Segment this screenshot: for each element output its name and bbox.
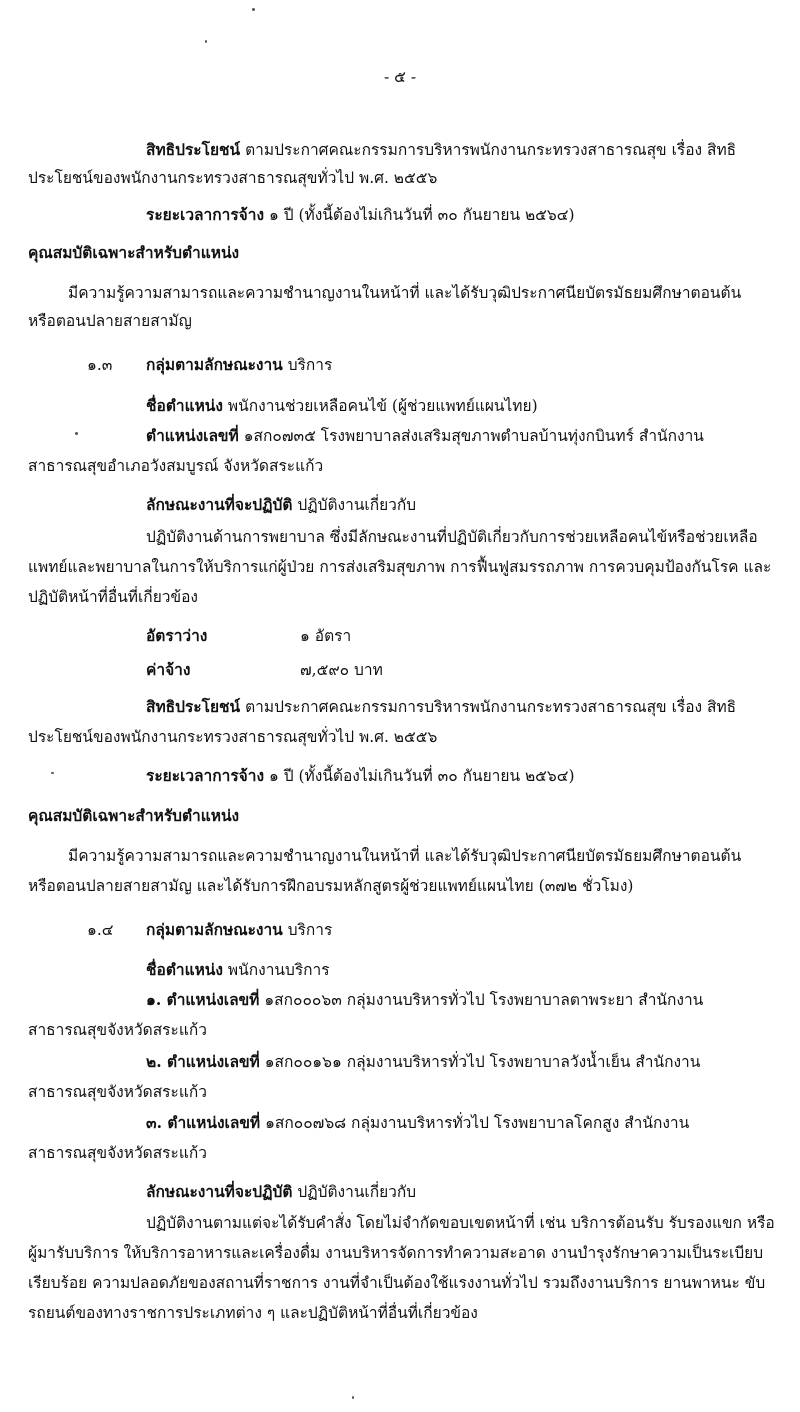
page-number: - ๕ - <box>384 68 417 86</box>
group-value: บริการ <box>287 356 333 374</box>
section-number: ๑.๓ <box>87 356 113 374</box>
duty-value: ปฏิบัติงานเกี่ยวกับ <box>297 1183 417 1201</box>
term-text: ๑ ปี (ทั้งนี้ต้องไม่เกินวันที่ ๓๐ กันยายน ๒๕๖๔) <box>268 206 575 224</box>
benefit-label: สิทธิประโยชน์ <box>146 697 241 716</box>
position-number-cont: สาธารณสุขอำเภอวังสมบูรณ์ จังหวัดสระแก้ว <box>28 457 324 475</box>
qualification-heading: คุณสมบัติเฉพาะสำหรับตำแหน่ง <box>28 806 240 825</box>
position-name-value: พนักงานช่วยเหลือคนไข้ (ผู้ช่วยแพทย์แผนไทย) <box>227 397 538 415</box>
duty-line <box>146 495 416 515</box>
vacancy-label: อัตราว่าง <box>146 626 208 645</box>
duty-text: ปฏิบัติงานตามแต่จะได้รับคำสั่ง โดยไม่จำกัดขอบเขตหน้าที่ เช่น บริการต้อนรับ รับรองแขก หรือ <box>146 1214 775 1232</box>
duty-text: ปฏิบัติงานด้านการพยาบาล ซึ่งมีลักษณะงานที่ปฏิบัติเกี่ยวกับการช่วยเหลือคนไข้หรือช่วยเหลือ <box>146 528 758 546</box>
duty-label: ลักษณะงานที่จะปฏิบัติ <box>146 495 293 514</box>
term-label: ระยะเวลาการจ้าง <box>146 766 265 785</box>
benefit-text-cont: ประโยชน์ของพนักงานกระทรวงสาธารณสุขทั่วไป พ.ศ. ๒๕๕๖ <box>28 728 438 746</box>
position-item-cont: สาธารณสุขจังหวัดสระแก้ว <box>28 1083 207 1101</box>
duty-text-cont: ปฏิบัติหน้าที่อื่นที่เกี่ยวข้อง <box>28 588 198 606</box>
position-item-cont: สาธารณสุขจังหวัดสระแก้ว <box>28 1144 207 1162</box>
group-value: บริการ <box>287 921 333 939</box>
wage-value: ๗,๕๙๐ บาท <box>300 661 383 679</box>
qualification-text-cont: หรือตอนปลายสายสามัญ <box>28 312 192 330</box>
benefit-paragraph <box>146 140 736 160</box>
benefit-text-cont: ประโยชน์ของพนักงานกระทรวงสาธารณสุขทั่วไป พ.ศ. ๒๕๕๖ <box>28 169 438 187</box>
qualification-text: มีความรู้ความสามารถและความชำนาญงานในหน้าที่ และได้รับวุฒิประกาศนียบัตรมัธยมศึกษาตอนต้น <box>68 847 742 865</box>
duty-text-cont: แพทย์และพยาบาลในการให้บริการแก่ผู้ป่วย การส่งเสริมสุขภาพ การฟื้นฟูสมรรถภาพ การควบคุมป้องกันโรค และ <box>28 558 772 576</box>
duty-label: ลักษณะงานที่จะปฏิบัติ <box>146 1182 293 1201</box>
qualification-text: มีความรู้ความสามารถและความชำนาญงานในหน้าที่ และได้รับวุฒิประกาศนียบัตรมัธยมศึกษาตอนต้น <box>68 284 742 302</box>
position-item-value: ๑สก๐๐๑๖๑ กลุ่มงานบริหารทั่วไป โรงพยาบาลวังน้ำเย็น สำนักงาน <box>264 1053 701 1071</box>
term-paragraph <box>146 205 575 225</box>
group-label: กลุ่มตามลักษณะงาน <box>146 355 283 374</box>
scan-speck <box>205 40 207 43</box>
benefit-label: สิทธิประโยชน์ <box>146 140 241 159</box>
position-name-label: ชื่อตำแหน่ง <box>146 960 223 979</box>
duty-line <box>146 1182 416 1202</box>
benefit-text: ตามประกาศคณะกรรมการบริหารพนักงานกระทรวงสาธารณสุข เรื่อง สิทธิ <box>245 141 737 159</box>
position-item <box>146 1052 700 1072</box>
group-line <box>146 355 332 375</box>
position-item-cont: สาธารณสุขจังหวัดสระแก้ว <box>28 1021 207 1039</box>
position-number-label: ตำแหน่งเลขที่ <box>146 426 239 445</box>
position-name-label: ชื่อตำแหน่ง <box>146 396 223 415</box>
scan-speck <box>352 1396 354 1399</box>
scan-speck <box>75 432 78 435</box>
qualification-text-cont: หรือตอนปลายสายสามัญ และได้รับการฝึกอบรมหลักสูตรผู้ช่วยแพทย์แผนไทย (๓๗๒ ชั่วโมง) <box>28 877 634 895</box>
duty-text-cont: รถยนต์ของทางราชการประเภทต่าง ๆ และปฏิบัติหน้าที่อื่นที่เกี่ยวข้อง <box>28 1304 478 1322</box>
term-paragraph <box>146 766 575 786</box>
position-number-line <box>146 426 704 446</box>
position-item <box>146 1113 689 1133</box>
group-line <box>146 920 332 940</box>
scan-speck <box>252 8 255 11</box>
position-item-label: ๒. ตำแหน่งเลขที่ <box>146 1052 260 1071</box>
section-number: ๑.๔ <box>87 921 114 939</box>
wage-label: ค่าจ้าง <box>146 660 191 679</box>
duty-text-cont: ผู้มารับบริการ ให้บริการอาหารและเครื่องดื่ม งานบริหารจัดการทำความสะอาด งานบำรุงรักษาความเป็นระเบียบ <box>28 1244 764 1262</box>
position-item-label: ๑. ตำแหน่งเลขที่ <box>146 990 260 1009</box>
position-name-value: พนักงานบริการ <box>227 961 330 979</box>
vacancy-value: ๑ อัตรา <box>300 627 352 645</box>
position-name-line <box>146 960 330 980</box>
duty-value: ปฏิบัติงานเกี่ยวกับ <box>297 496 417 514</box>
qualification-heading: คุณสมบัติเฉพาะสำหรับตำแหน่ง <box>28 243 240 262</box>
benefit-text: ตามประกาศคณะกรรมการบริหารพนักงานกระทรวงสาธารณสุข เรื่อง สิทธิ <box>245 698 737 716</box>
benefit-paragraph <box>146 697 736 717</box>
position-name-line <box>146 396 538 416</box>
position-item-value: ๑สก๐๐๗๖๘ กลุ่มงานบริหารทั่วไป โรงพยาบาลโคกสูง สำนักงาน <box>265 1114 690 1132</box>
term-label: ระยะเวลาการจ้าง <box>146 205 265 224</box>
position-number-value: ๑สก๐๗๓๕ โรงพยาบาลส่งเสริมสุขภาพตำบลบ้านทุ่งกบินทร์ สำนักงาน <box>243 427 704 445</box>
group-label: กลุ่มตามลักษณะงาน <box>146 920 283 939</box>
position-item-value: ๑สก๐๐๐๖๓ กลุ่มงานบริหารทั่วไป โรงพยาบาลตาพระยา สำนักงาน <box>264 991 704 1009</box>
scan-speck <box>51 772 54 774</box>
position-item-label: ๓. ตำแหน่งเลขที่ <box>146 1113 261 1132</box>
duty-text-cont: เรียบร้อย ความปลอดภัยของสถานที่ราชการ งานที่จำเป็นต้องใช้แรงงานทั่วไป รวมถึงงานบริการ ยานพาหนะ ขับ <box>28 1274 766 1292</box>
term-text: ๑ ปี (ทั้งนี้ต้องไม่เกินวันที่ ๓๐ กันยายน ๒๕๖๔) <box>268 767 575 785</box>
position-item <box>146 990 703 1010</box>
